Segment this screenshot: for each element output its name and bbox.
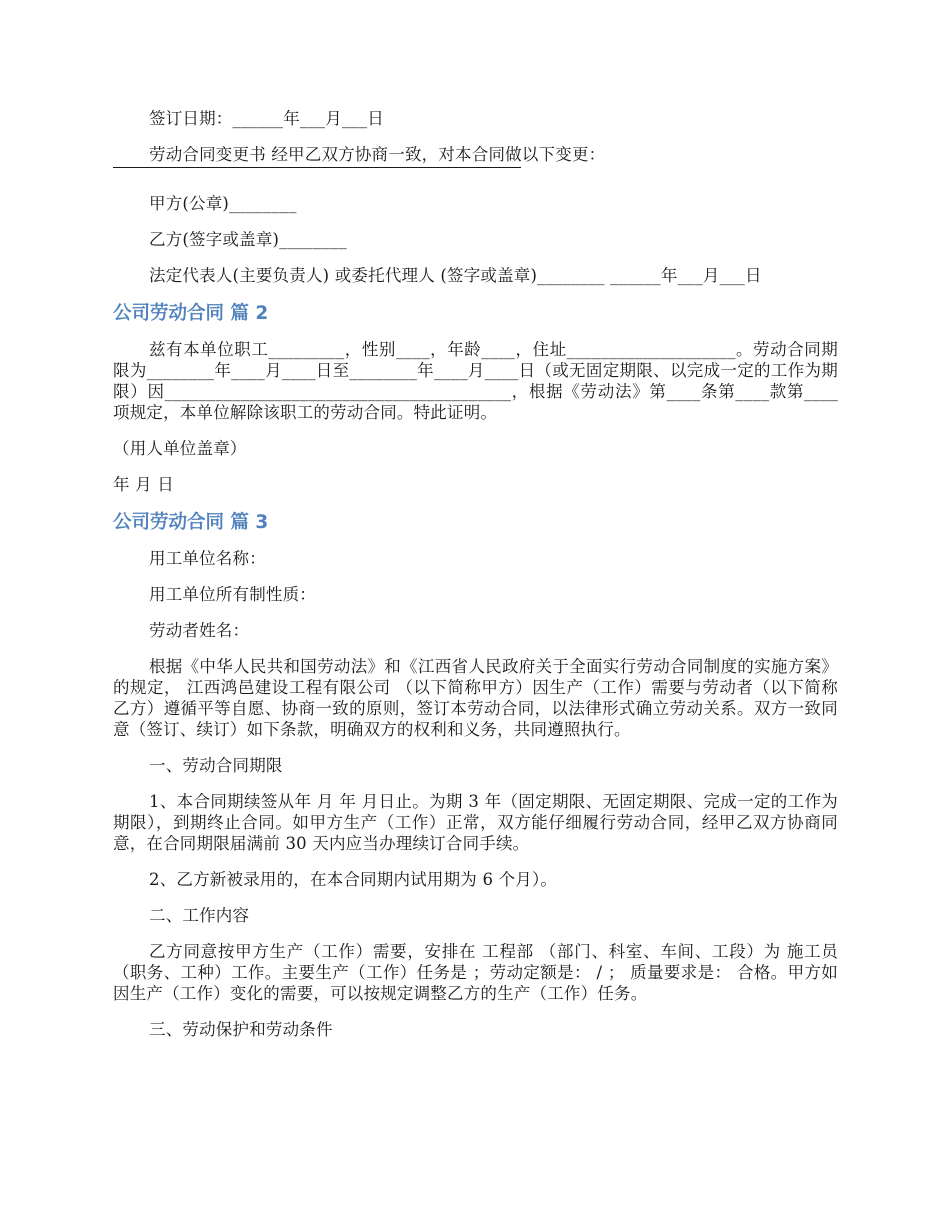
employer-ownership: 用工单位所有制性质： [149,585,316,604]
work-section-title: 二、工作内容 [149,906,250,925]
section-2-body: 兹有本单位职工_________，性别____，年龄____，住址____________________。劳动合同期限为________年____月____日至________年____月____日（或无固定期限、以完成一定的工作为期限）因_________________________________________，根据《劳动法》第____条第____款第____项规定，本单位解除该职工的劳动合同。特此证明。 [113,340,838,422]
party-b-signature: 乙方(签字或盖章)________ [149,230,347,249]
employer-seal: （用人单位盖章） [113,439,247,458]
work-content-body: 乙方同意按甲方生产（工作）需要，安排在 工程部 （部门、科室、车间、工段）为 施工员（职务、工种）工作。主要生产（工作）任务是 ；劳动定额是： / ； 质量要求是： 合格。甲方如因生产（工作）变化的需要，可以按规定调整乙方的生产（工作）任务。 [113,942,838,1003]
term-section-title: 一、劳动合同期限 [149,756,283,775]
document-page [113,108,838,1055]
contract-preamble: 根据《中华人民共和国劳动法》和《江西省人民政府关于全面实行劳动合同制度的实施方案》的规定， 江西鸿邑建设工程有限公司 （以下简称甲方）因生产（工作）需要与劳动者（以下简称乙方）遵循平等自愿、协商一致的原则，签订本劳动合同，以法律形式确立劳动关系。双方一致同意（签订、续订）如下条款，明确双方的权利和义务，共同遵照执行。 [113,657,838,739]
sign-date: 签订日期：______年___月___日 [149,109,384,128]
term-clause-2: 2、乙方新被录用的，在本合同期内试用期为 6 个月）。 [149,870,558,889]
change-blank-line [113,167,521,168]
party-a-seal: 甲方(公章)________ [149,194,297,213]
term-clause-1: 1、本合同期续签从年 月 年 月日止。为期 3 年（固定期限、无固定期限、完成一定的工作为期限），到期终止合同。如甲方生产（工作）正常，双方能仔细履行劳动合同，经甲乙双方协商同意，在合同期限届满前 30 天内应当办理续订合同手续。 [113,792,838,853]
worker-name: 劳动者姓名： [149,621,250,640]
protection-section-title: 三、劳动保护和劳动条件 [149,1020,333,1039]
change-statement: 劳动合同变更书 经甲乙双方协商一致，对本合同做以下变更： [149,145,606,164]
employer-name: 用工单位名称： [149,549,266,568]
legal-representative: 法定代表人(主要负责人) 或委托代理人 (签字或盖章)________ ______年___月___日 [149,266,762,285]
section-2-date: 年 月 日 [113,475,174,494]
section-3-heading: 公司劳动合同 篇 3 [113,512,269,533]
section-2-heading: 公司劳动合同 篇 2 [113,303,269,324]
